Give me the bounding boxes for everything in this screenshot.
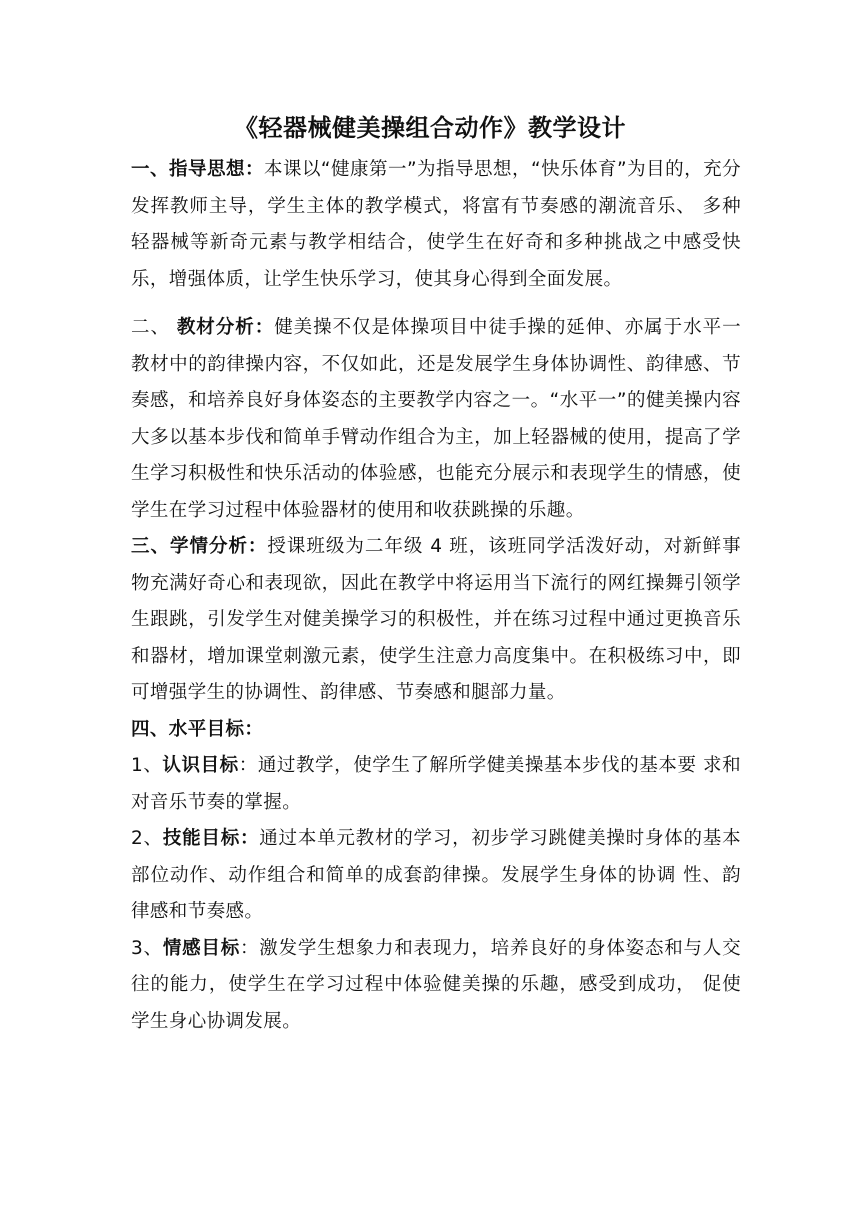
- goal-text: 通过教学，使学生了解所学健美操基本步伐的基本要 求和对音乐节奏的掌握。: [131, 755, 741, 813]
- goal-label: 情感目标: [162, 937, 240, 959]
- goal-number: 1、: [131, 755, 163, 776]
- document-title: 《轻器械健美操组合动作》教学设计: [234, 114, 626, 142]
- goal-separator: ：: [238, 755, 258, 776]
- section-heading-goals: 四、水平目标：: [131, 718, 264, 740]
- goal-text: 通过本单元教材的学习，初步学习跳健美操时身体的基本部位动作、动作组合和简单的成套韵律操。发展学生身体的协调 性、韵律感和节奏感。: [131, 828, 741, 922]
- goal-number: 3、: [131, 937, 163, 959]
- document-body: [131, 152, 741, 1040]
- goal-item-cognitive: [131, 748, 741, 821]
- goal-separator: ：: [239, 937, 260, 959]
- section-material: [131, 310, 741, 529]
- section-heading-material: 教材分析：: [176, 317, 275, 338]
- section-heading-guiding: 一、指导思想：: [131, 159, 264, 180]
- goal-label: 认识目标: [162, 755, 239, 776]
- goal-label: 技能目标：: [162, 828, 260, 849]
- section-text-students: 授课班级为二年级 4 班，该班同学活泼好动，对新鲜事物充满好奇心和表现欲，因此在教学中将运用当下流行的网红操舞引领学生跟跳，引发学生对健美操学习的积极性，并在练习过程中通过更换音乐和器材，增加课堂刺激元素，使学生注意力高度集中。在积极练习中，即可增强学生的协调性、韵律感、节奏感和腿部力量。: [131, 536, 741, 703]
- goal-item-emotion: [131, 931, 741, 1041]
- section-heading-students: 三、学情分析：: [131, 536, 268, 557]
- section-text-guiding: 本课以“健康第一”为指导思想，“快乐体育”为目的，充分发挥教师主导，学生主体的教学模式，将富有节奏感的潮流音乐、 多种轻器械等新奇元素与教学相结合，使学生在好奇和多种挑战之中感受快乐，增强体质，让学生快乐学习，使其身心得到全面发展。: [131, 159, 741, 290]
- goal-text: 激发学生想象力和表现力，培养良好的身体姿态和与人交往的能力，使学生在学习过程中体验健美操的乐趣，感受到成功， 促使学生身心协调发展。: [131, 937, 741, 1032]
- goal-number: 2、: [131, 828, 163, 849]
- section-prefix-material: 二、: [131, 317, 177, 338]
- section-students: [131, 529, 741, 712]
- section-guiding: [131, 152, 741, 298]
- goal-item-skill: [131, 821, 741, 931]
- section-text-material: 健美操不仅是体操项目中徒手操的延伸、亦属于水平一教材中的韵律操内容，不仅如此，还是发展学生身体协调性、韵律感、节奏感，和培养良好身体姿态的主要教学内容之一。“水平一”的健美操内容大多以基本步伐和简单手臂动作组合为主，加上轻器械的使用，提高了学生学习积极性和快乐活动的体验感，也能充分展示和表现学生的情感，使学生在学习过程中体验器材的使用和收获跳操的乐趣。: [131, 317, 741, 521]
